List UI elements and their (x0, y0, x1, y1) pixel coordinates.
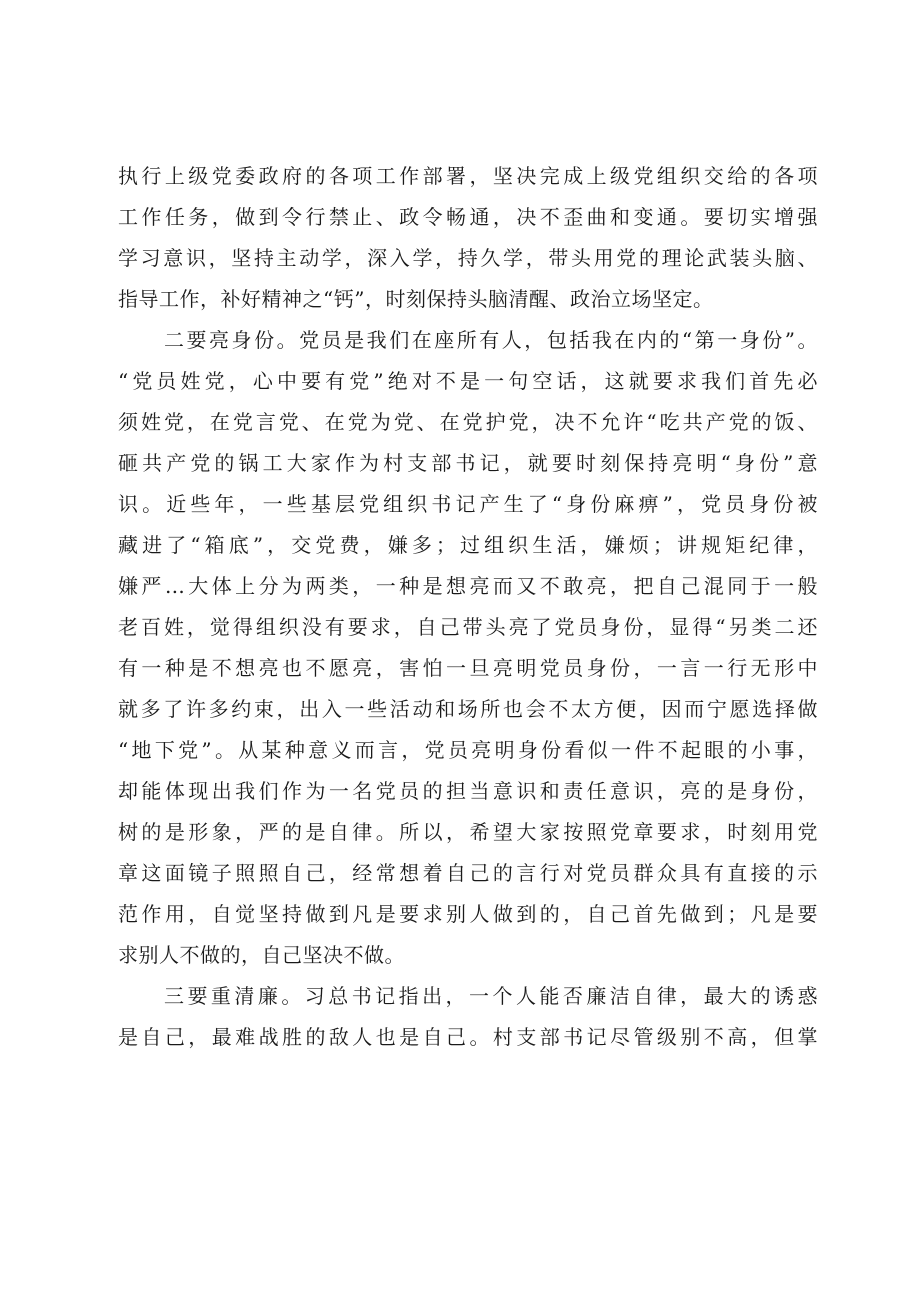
text-line: 章这面镜子照照自己，经常想着自己的言行对党员群众具有直接的示 (118, 861, 818, 885)
text-line: 执行上级党委政府的各项工作部署，坚决完成上级党组织交给的各项 (118, 164, 818, 188)
text-line: 就多了许多约束，出入一些活动和场所也会不太方便，因而宁愿选择做 (118, 697, 818, 721)
text-line: 砸共产党的锅工大家作为村支部书记，就要时刻保持亮明“身份”意 (118, 451, 818, 475)
body-text (118, 156, 818, 1058)
text-line: 二要亮身份。党员是我们在座所有人，包括我在内的“第一身份”。 (164, 328, 818, 352)
text-line: “地下党”。从某种意义而言，党员亮明身份看似一件不起眼的小事， (118, 738, 818, 762)
text-line: 识。近些年，一些基层党组织书记产生了“身份麻痹”，党员身份被 (118, 492, 818, 516)
text-line: 是自己，最难战胜的敌人也是自己。村支部书记尽管级别不高，但掌 (118, 1025, 818, 1049)
text-line: 老百姓，觉得组织没有要求，自己带头亮了党员身份，显得“另类二还 (118, 615, 818, 639)
text-line: “党员姓党，心中要有党”绝对不是一句空话，这就要求我们首先必 (118, 369, 818, 393)
text-line: 树的是形象，严的是自律。所以，希望大家按照党章要求，时刻用党 (118, 820, 818, 844)
text-line: 工作任务，做到令行禁止、政令畅通，决不歪曲和变通。要切实增强 (118, 205, 818, 229)
text-line: 范作用，自觉坚持做到凡是要求别人做到的，自己首先做到；凡是要 (118, 902, 818, 926)
text-line: 有一种是不想亮也不愿亮，害怕一旦亮明党员身份，一言一行无形中 (118, 656, 818, 680)
text-line: 须姓党，在党言党、在党为党、在党护党，决不允许“吃共产党的饭、 (118, 410, 818, 434)
text-line: 学习意识，坚持主动学，深入学，持久学，带头用党的理论武装头脑、 (118, 246, 818, 270)
text-line: 求别人不做的，自己坚决不做。 (118, 943, 405, 967)
text-line: 三要重清廉。习总书记指出，一个人能否廉洁自律，最大的诱惑 (164, 984, 818, 1008)
text-line: 藏进了“箱底”，交党费，嫌多；过组织生活，嫌烦；讲规矩纪律， (118, 533, 818, 557)
text-line: 指导工作，补好精神之“钙”，时刻保持头脑清醒、政治立场坚定。 (118, 287, 714, 311)
text-line: 却能体现出我们作为一名党员的担当意识和责任意识，亮的是身份， (118, 779, 818, 803)
text-line: 嫌严…大体上分为两类，一种是想亮而又不敢亮，把自己混同于一般 (118, 574, 818, 598)
